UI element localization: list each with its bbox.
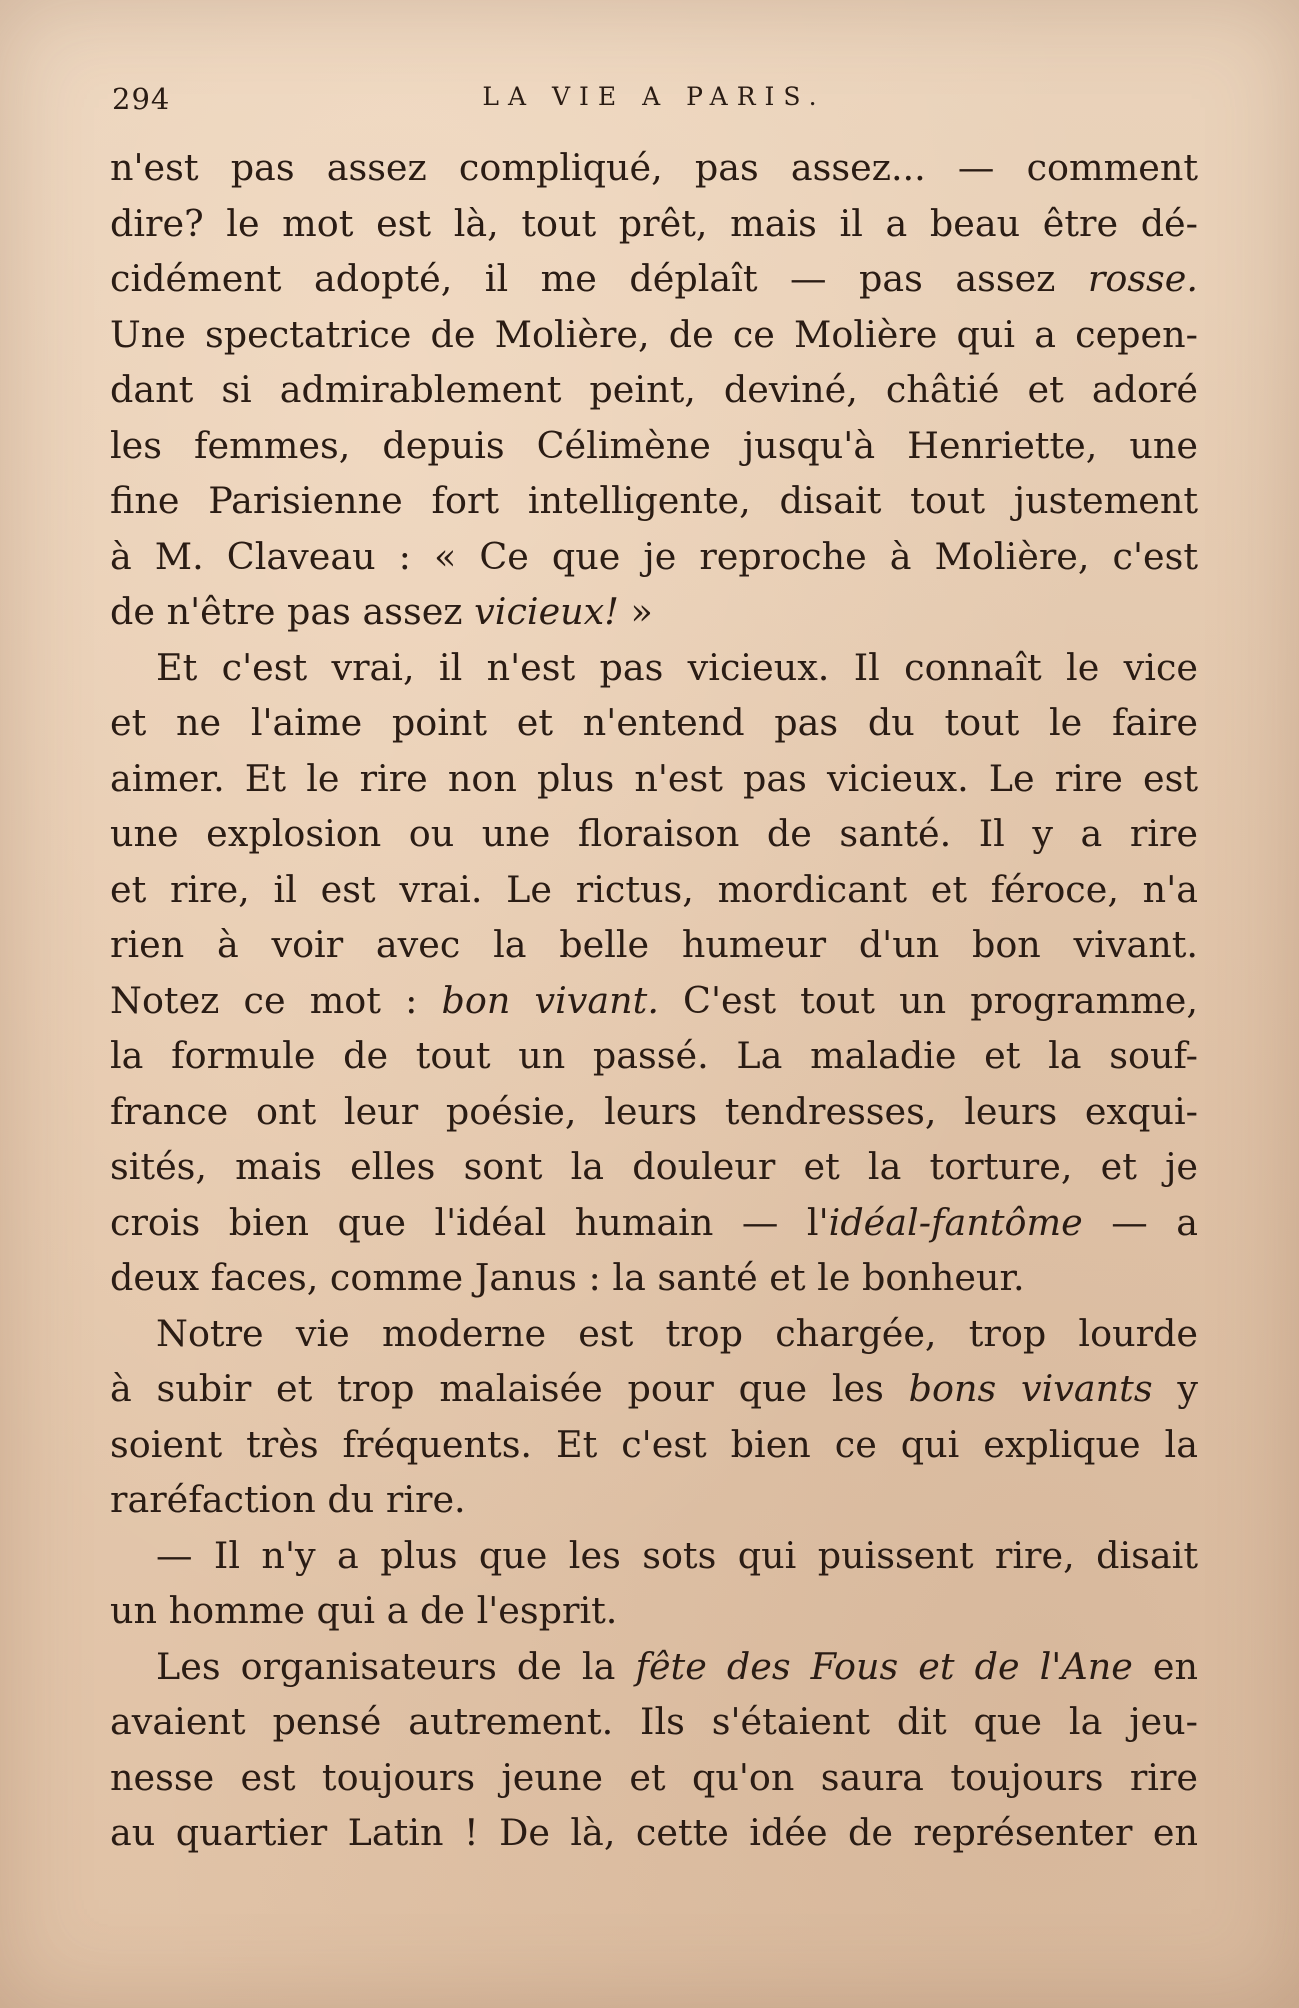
text-line: — Il n'y a plus que les sots qui puissent rire, disait	[156, 1533, 1198, 1577]
text-line: sités, mais elles sont la douleur et la torture, et je	[110, 1145, 1198, 1188]
paragraph	[110, 640, 1198, 1306]
paragraph	[110, 1306, 1198, 1528]
text-line: aimer. Et le rire non plus n'est pas vicieux. Le rire est	[110, 756, 1198, 800]
text-line: dant si admirablement peint, deviné, châtié et adoré	[110, 368, 1198, 411]
text-line: au quartier Latin ! De là, cette idée de représenter en	[110, 1811, 1198, 1854]
text-line: Notre vie moderne est trop chargée, trop lourde	[156, 1311, 1198, 1355]
italic-text: fête des Fous et de l'Ane	[635, 1644, 1133, 1688]
italic-text: idéal-fantôme	[828, 1200, 1083, 1244]
text-segment: C'est tout un programme,	[658, 978, 1198, 1022]
text-segment: crois bien que l'idéal humain — l'	[110, 1200, 829, 1244]
text-line: avaient pensé autrement. Ils s'étaient dit que la jeu-	[110, 1700, 1198, 1743]
text-segment: »	[618, 590, 653, 633]
text-line: deux faces, comme Janus : la santé et le bonheur.	[110, 1256, 1025, 1299]
text-line: dire? le mot est là, tout prêt, mais il a beau être dé-	[110, 201, 1198, 245]
text-line	[110, 1195, 1198, 1251]
italic-text: rosse.	[1087, 257, 1198, 300]
text-line	[110, 1639, 1198, 1695]
text-line: les femmes, depuis Célimène jusqu'à Henriette, une	[110, 423, 1198, 467]
paragraph	[110, 1528, 1198, 1639]
text-line: fine Parisienne fort intelligente, disait tout justement	[110, 479, 1198, 522]
running-title: LA VIE A PARIS.	[482, 82, 826, 111]
text-line: rien à voir avec la belle humeur d'un bon vivant.	[110, 923, 1198, 966]
text-line: et ne l'aime point et n'entend pas du tout le faire	[110, 701, 1198, 744]
text-line: n'est pas assez compliqué, pas assez... — comment	[110, 146, 1198, 189]
text-segment: — a	[1082, 1200, 1199, 1244]
text-line: un homme qui a de l'esprit.	[110, 1589, 618, 1632]
text-line: france ont leur poésie, leurs tendresses, leurs exqui-	[110, 1089, 1198, 1133]
text-line: soient très fréquents. Et c'est bien ce qui explique la	[110, 1422, 1198, 1466]
text-segment: à subir et trop malaisée pour que les	[110, 1367, 909, 1410]
text-line: à M. Claveau : « Ce que je reproche à Molière, c'est	[110, 534, 1198, 578]
italic-text: bon vivant.	[441, 978, 659, 1022]
text-line	[110, 973, 1198, 1029]
text-line: une explosion ou une floraison de santé. Il y a rire	[110, 812, 1198, 855]
text-line	[110, 584, 1198, 640]
text-segment: y	[1152, 1367, 1198, 1410]
text-segment: Notez ce mot :	[110, 978, 442, 1022]
italic-text: vicieux!	[474, 590, 619, 633]
text-line: la formule de tout un passé. La maladie et la souf-	[110, 1034, 1198, 1077]
text-line: Et c'est vrai, il n'est pas vicieux. Il connaît le vice	[156, 645, 1198, 689]
text-line: et rire, il est vrai. Le rictus, mordicant et féroce, n'a	[110, 867, 1198, 911]
page-header	[112, 82, 1196, 126]
text-line: Une spectatrice de Molière, de ce Molière qui a cepen-	[110, 312, 1198, 356]
text-segment: de n'être pas assez	[110, 590, 475, 633]
italic-text: bons vivants	[908, 1367, 1153, 1410]
text-line: raréfaction du rire.	[110, 1478, 466, 1521]
text-segment: en	[1132, 1644, 1198, 1688]
text-line	[110, 1361, 1198, 1417]
text-segment: cidément adopté, il me déplaît — pas assez	[110, 257, 1088, 300]
paragraph	[110, 1639, 1198, 1861]
text-line: nesse est toujours jeune et qu'on saura toujours rire	[110, 1755, 1198, 1799]
page-number: 294	[112, 82, 171, 116]
text-line	[110, 251, 1198, 307]
paragraph	[110, 140, 1198, 640]
text-segment: Les organisateurs de la	[156, 1644, 636, 1688]
body-text	[110, 140, 1198, 1861]
